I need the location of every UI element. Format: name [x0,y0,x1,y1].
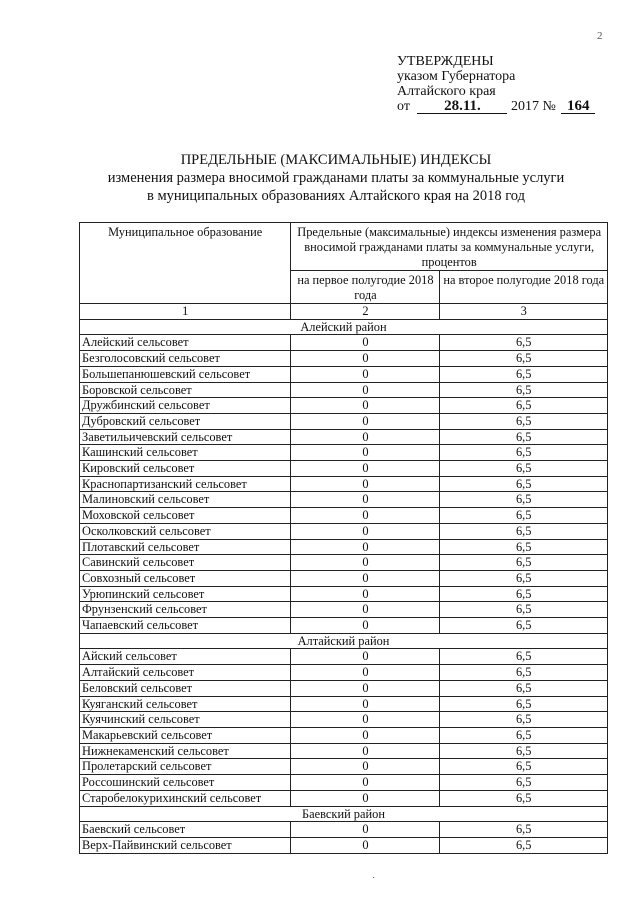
first-half-index: 0 [291,665,440,681]
approval-number: 164 [561,99,595,114]
approval-line-1: УТВЕРЖДЕНЫ [397,54,494,69]
municipality-name: Заветильичевский сельсовет [80,429,291,445]
header-first-half: на первое полугодие 2018 года [291,271,440,304]
approval-from-label: от [397,99,410,114]
page-number: 2 [597,30,603,42]
first-half-index: 0 [291,398,440,414]
municipality-name: Дубровский сельсовет [80,413,291,429]
district-name: Алейский район [80,319,608,335]
second-half-index: 6,5 [440,759,608,775]
table-row [80,366,608,382]
document-title [64,151,608,205]
second-half-index: 6,5 [440,696,608,712]
first-half-index: 0 [291,680,440,696]
first-half-index: 0 [291,523,440,539]
municipality-name: Нижнекаменский сельсовет [80,743,291,759]
title-line-1: ПРЕДЕЛЬНЫЕ (МАКСИМАЛЬНЫЕ) ИНДЕКСЫ [180,152,492,168]
first-half-index: 0 [291,775,440,791]
first-half-index: 0 [291,351,440,367]
second-half-index: 6,5 [440,665,608,681]
header-municipality: Муниципальное образование [80,223,291,304]
table-row [80,602,608,618]
municipality-name: Урюпинский сельсовет [80,586,291,602]
table-row [80,351,608,367]
second-half-index: 6,5 [440,586,608,602]
municipality-name: Алтайский сельсовет [80,665,291,681]
district-name: Баевский район [80,806,608,822]
title-line-2: изменения размера вносимой гражданами платы за коммунальные услуги [107,170,565,186]
municipality-name: Осколковский сельсовет [80,523,291,539]
municipality-name: Фрунзенский сельсовет [80,602,291,618]
table-row [80,727,608,743]
table-row [80,775,608,791]
second-half-index: 6,5 [440,727,608,743]
municipality-name: Дружбинский сельсовет [80,398,291,414]
second-half-index: 6,5 [440,649,608,665]
table-row [80,649,608,665]
first-half-index: 0 [291,492,440,508]
second-half-index: 6,5 [440,775,608,791]
first-half-index: 0 [291,759,440,775]
municipality-name: Совхозный сельсовет [80,570,291,586]
municipality-name: Малиновский сельсовет [80,492,291,508]
approval-decree-line [397,99,595,114]
first-half-index: 0 [291,602,440,618]
second-half-index: 6,5 [440,429,608,445]
second-half-index: 6,5 [440,539,608,555]
second-half-index: 6,5 [440,445,608,461]
district-row [80,319,608,335]
first-half-index: 0 [291,429,440,445]
municipality-name: Безголосовский сельсовет [80,351,291,367]
table-row [80,523,608,539]
municipality-name: Россошинский сельсовет [80,775,291,791]
municipality-name: Моховской сельсовет [80,508,291,524]
first-half-index: 0 [291,570,440,586]
table-row [80,696,608,712]
indices-table [79,222,608,854]
municipality-name: Старобелокурихинский сельсовет [80,790,291,806]
municipality-name: Верх-Пайвинский сельсовет [80,837,291,853]
second-half-index: 6,5 [440,680,608,696]
municipality-name: Баевский сельсовет [80,822,291,838]
table-row [80,429,608,445]
municipality-name: Беловский сельсовет [80,680,291,696]
second-half-index: 6,5 [440,602,608,618]
district-name: Алтайский район [80,633,608,649]
first-half-index: 0 [291,822,440,838]
table-row [80,508,608,524]
table-row [80,665,608,681]
first-half-index: 0 [291,727,440,743]
header-second-half: на второе полугодие 2018 года [440,271,608,304]
municipality-name: Краснопартизанский сельсовет [80,476,291,492]
table-row [80,586,608,602]
second-half-index: 6,5 [440,523,608,539]
table-row [80,759,608,775]
table-row [80,618,608,634]
second-half-index: 6,5 [440,492,608,508]
table-row [80,382,608,398]
column-numbers-row [80,304,608,320]
municipality-name: Айский сельсовет [80,649,291,665]
municipality-name: Куячинский сельсовет [80,712,291,728]
approval-stamp [397,54,595,114]
municipality-name: Алейский сельсовет [80,335,291,351]
first-half-index: 0 [291,837,440,853]
second-half-index: 6,5 [440,712,608,728]
table-row [80,539,608,555]
second-half-index: 6,5 [440,476,608,492]
column-number: 2 [291,304,440,320]
first-half-index: 0 [291,618,440,634]
municipality-name: Кашинский сельсовет [80,445,291,461]
district-row [80,806,608,822]
first-half-index: 0 [291,508,440,524]
table-row [80,822,608,838]
table-row [80,398,608,414]
first-half-index: 0 [291,649,440,665]
table-row [80,335,608,351]
second-half-index: 6,5 [440,461,608,477]
approval-date: 28.11. [417,99,507,114]
table-row [80,570,608,586]
table-row [80,837,608,853]
header-indices: Предельные (максимальные) индексы изменения размера вносимой гражданами платы за коммунальные услуги, процентов [291,223,608,271]
second-half-index: 6,5 [440,555,608,571]
scan-mark: ˙ [372,876,376,887]
table-row [80,555,608,571]
municipality-name: Савинский сельсовет [80,555,291,571]
second-half-index: 6,5 [440,398,608,414]
first-half-index: 0 [291,539,440,555]
first-half-index: 0 [291,366,440,382]
table-row [80,445,608,461]
second-half-index: 6,5 [440,382,608,398]
second-half-index: 6,5 [440,335,608,351]
first-half-index: 0 [291,790,440,806]
second-half-index: 6,5 [440,743,608,759]
second-half-index: 6,5 [440,570,608,586]
table-row [80,790,608,806]
municipality-name: Кировский сельсовет [80,461,291,477]
table-row [80,413,608,429]
approval-line-3: Алтайского края [397,84,496,99]
first-half-index: 0 [291,461,440,477]
first-half-index: 0 [291,743,440,759]
second-half-index: 6,5 [440,822,608,838]
first-half-index: 0 [291,555,440,571]
municipality-name: Большепанюшевский сельсовет [80,366,291,382]
first-half-index: 0 [291,712,440,728]
second-half-index: 6,5 [440,366,608,382]
table-row [80,461,608,477]
table-row [80,476,608,492]
table-row [80,680,608,696]
first-half-index: 0 [291,586,440,602]
column-number: 1 [80,304,291,320]
first-half-index: 0 [291,696,440,712]
municipality-name: Чапаевский сельсовет [80,618,291,634]
table-row [80,492,608,508]
table-row [80,712,608,728]
second-half-index: 6,5 [440,790,608,806]
municipality-name: Пролетарский сельсовет [80,759,291,775]
second-half-index: 6,5 [440,837,608,853]
first-half-index: 0 [291,382,440,398]
municipality-name: Макарьевский сельсовет [80,727,291,743]
second-half-index: 6,5 [440,351,608,367]
column-number: 3 [440,304,608,320]
district-row [80,633,608,649]
first-half-index: 0 [291,335,440,351]
municipality-name: Плотавский сельсовет [80,539,291,555]
first-half-index: 0 [291,413,440,429]
title-line-3: в муниципальных образованиях Алтайского края на 2018 год [147,188,525,204]
municipality-name: Боровской сельсовет [80,382,291,398]
approval-year-label: 2017 № [510,99,556,114]
second-half-index: 6,5 [440,618,608,634]
second-half-index: 6,5 [440,508,608,524]
municipality-name: Куяганский сельсовет [80,696,291,712]
second-half-index: 6,5 [440,413,608,429]
first-half-index: 0 [291,445,440,461]
first-half-index: 0 [291,476,440,492]
table-row [80,743,608,759]
approval-line-2: указом Губернатора [397,69,516,84]
